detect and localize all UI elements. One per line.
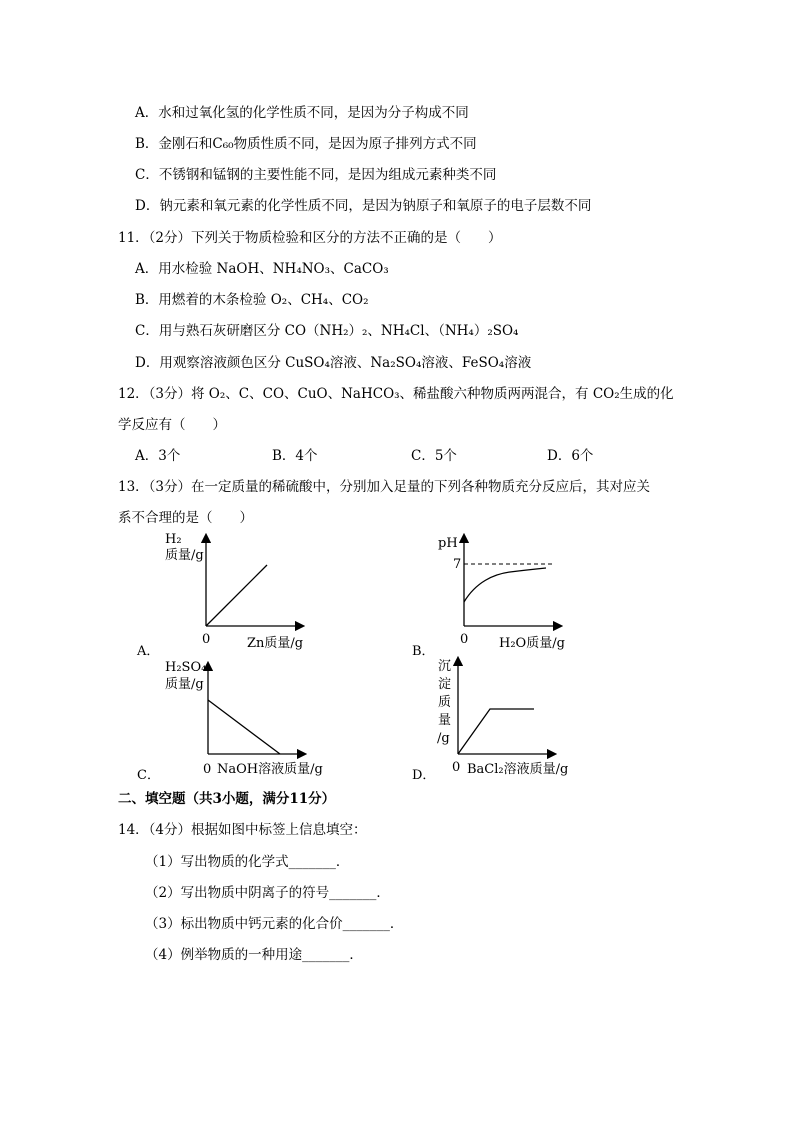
q12-option-a: A．3个 — [135, 448, 181, 464]
ylabel: pH — [438, 536, 458, 551]
origin-label: 0 — [460, 632, 469, 647]
xlabel: H₂O质量/g — [499, 636, 565, 651]
ylabel-line1: H₂ — [165, 532, 182, 547]
q10-option-c: C．不锈钢和锰钢的主要性能不同，是因为组成元素种类不同 — [135, 167, 497, 183]
origin-label: 0 — [203, 762, 212, 777]
origin-label: 0 — [202, 632, 211, 647]
q11-option-b: B．用燃着的木条检验 O₂、CH₄、CO₂ — [135, 292, 369, 308]
ylabel-char-1: 沉 — [438, 659, 452, 674]
ph-curve — [464, 568, 546, 602]
ph7-label: 7 — [453, 557, 462, 572]
data-line — [208, 700, 280, 754]
chart-b — [410, 532, 630, 662]
origin-label: 0 — [452, 760, 461, 775]
q12-option-d: D．6个 — [547, 448, 594, 464]
q14-item-3: （3）标出物质中钙元素的化合价_______． — [145, 916, 404, 932]
q14-item-2: （2）写出物质中阴离子的符号_______． — [145, 885, 390, 901]
q12-stem-line2: 学反应有（ ） — [118, 417, 226, 433]
data-line — [458, 709, 534, 754]
chart-d — [410, 655, 630, 785]
q14-item-4: （4）例举物质的一种用途_______． — [145, 947, 363, 963]
q12-option-c: C．5个 — [411, 448, 457, 464]
q11-option-d: D．用观察溶液颜色区分 CuSO₄溶液、Na₂SO₄溶液、FeSO₄溶液 — [135, 355, 532, 371]
data-line — [206, 565, 267, 626]
xlabel: Zn质量/g — [247, 636, 304, 651]
section-2-heading: 二、填空题（共3小题，满分11分） — [118, 791, 336, 807]
q10-option-d: D．钠元素和氧元素的化学性质不同，是因为钠原子和氧原子的电子层数不同 — [135, 198, 592, 214]
q10-option-b: B．金刚石和C₆₀物质性质不同，是因为原子排列方式不同 — [135, 136, 477, 152]
q14-item-1: （1）写出物质的化学式_______． — [145, 854, 350, 870]
option-label-c: C． — [137, 768, 160, 783]
q13-stem-line2: 系不合理的是（ ） — [118, 510, 253, 526]
ylabel-line2: 质量/g — [165, 548, 204, 563]
xlabel: BaCl₂溶液质量/g — [467, 762, 569, 777]
xlabel: NaOH溶液质量/g — [217, 762, 323, 777]
option-label-a: A． — [137, 644, 160, 659]
ylabel-char-4: 量 — [438, 713, 452, 728]
ylabel-line2: 质量/g — [165, 677, 204, 692]
q12-option-b: B．4个 — [272, 448, 318, 464]
ylabel-char-2: 淀 — [438, 677, 452, 692]
q11-option-a: A．用水检验 NaOH、NH₄NO₃、CaCO₃ — [135, 261, 389, 277]
chart-a — [135, 532, 355, 662]
q14-stem: 14．（4分）根据如图中标签上信息填空： — [118, 822, 367, 838]
option-label-d: D． — [412, 768, 436, 783]
ylabel-char-5: /g — [437, 731, 450, 746]
ylabel-char-3: 质 — [438, 695, 452, 710]
chart-c — [135, 660, 355, 785]
q11-stem: 11．（2分）下列关于物质检验和区分的方法不正确的是（ ） — [118, 230, 502, 246]
ylabel-line1: H₂SO₄ — [165, 660, 207, 675]
q13-stem-line1: 13．（3分）在一定质量的稀硫酸中，分别加入足量的下列各种物质充分反应后，其对应关 — [118, 479, 651, 495]
option-label-b: B． — [412, 644, 435, 659]
q11-option-c: C．用与熟石灰研磨区分 CO（NH₂）₂、NH₄Cl、（NH₄）₂SO₄ — [135, 323, 519, 339]
q10-option-a: A．水和过氧化氢的化学性质不同，是因为分子构成不同 — [135, 105, 469, 121]
q12-stem-line1: 12．（3分）将 O₂、C、CO、CuO、NaHCO₃、稀盐酸六种物质两两混合，有 CO₂生成的化 — [118, 386, 674, 402]
